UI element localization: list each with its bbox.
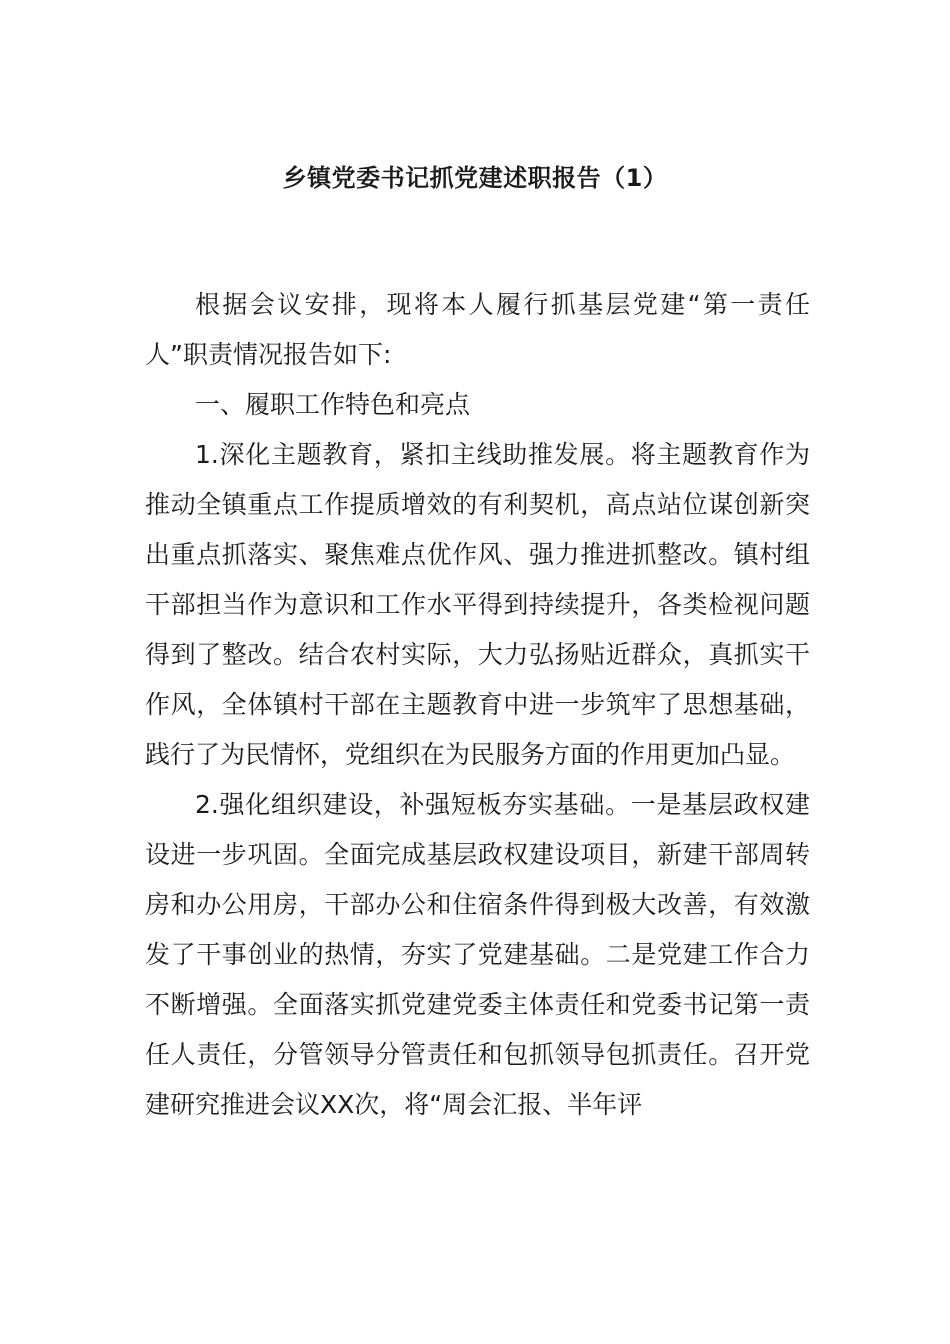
paragraph-item-2: 2.强化组织建设，补强短板夯实基础。一是基层政权建设进一步巩固。全面完成基层政权建设项目，新建干部周转房和办公用房，干部办公和住宿条件得到极大改善，有效激发了干事创业的热情，夯实了党建基础。二是党建工作合力不断增强。全面落实抓党建党委主体责任和党委书记第一责任人责任，分管领导分管责任和包抓领导包抓责任。召开党建研究推进会议XX次，将“周会汇报、半年评	[145, 790, 810, 1119]
paragraph-intro: 根据会议安排，现将本人履行抓基层党建“第一责任人”职责情况报告如下:	[145, 290, 810, 369]
document-body	[145, 280, 810, 1130]
document-title: 乡镇党委书记抓党建述职报告（1）	[282, 164, 668, 192]
paragraph-item-1: 1.深化主题教育，紧扣主线助推发展。将主题教育作为推动全镇重点工作提质增效的有利契机，高点站位谋创新突出重点抓落实、聚焦难点优作风、强力推进抓整改。镇村组干部担当作为意识和工作水平得到持续提升，各类检视问题得到了整改。结合农村实际，大力弘扬贴近群众，真抓实干作风，全体镇村干部在主题教育中进一步筑牢了思想基础，践行了为民情怀，党组织在为民服务方面的作用更加凸显。	[145, 440, 810, 769]
section-heading: 一、履职工作特色和亮点	[195, 390, 471, 419]
